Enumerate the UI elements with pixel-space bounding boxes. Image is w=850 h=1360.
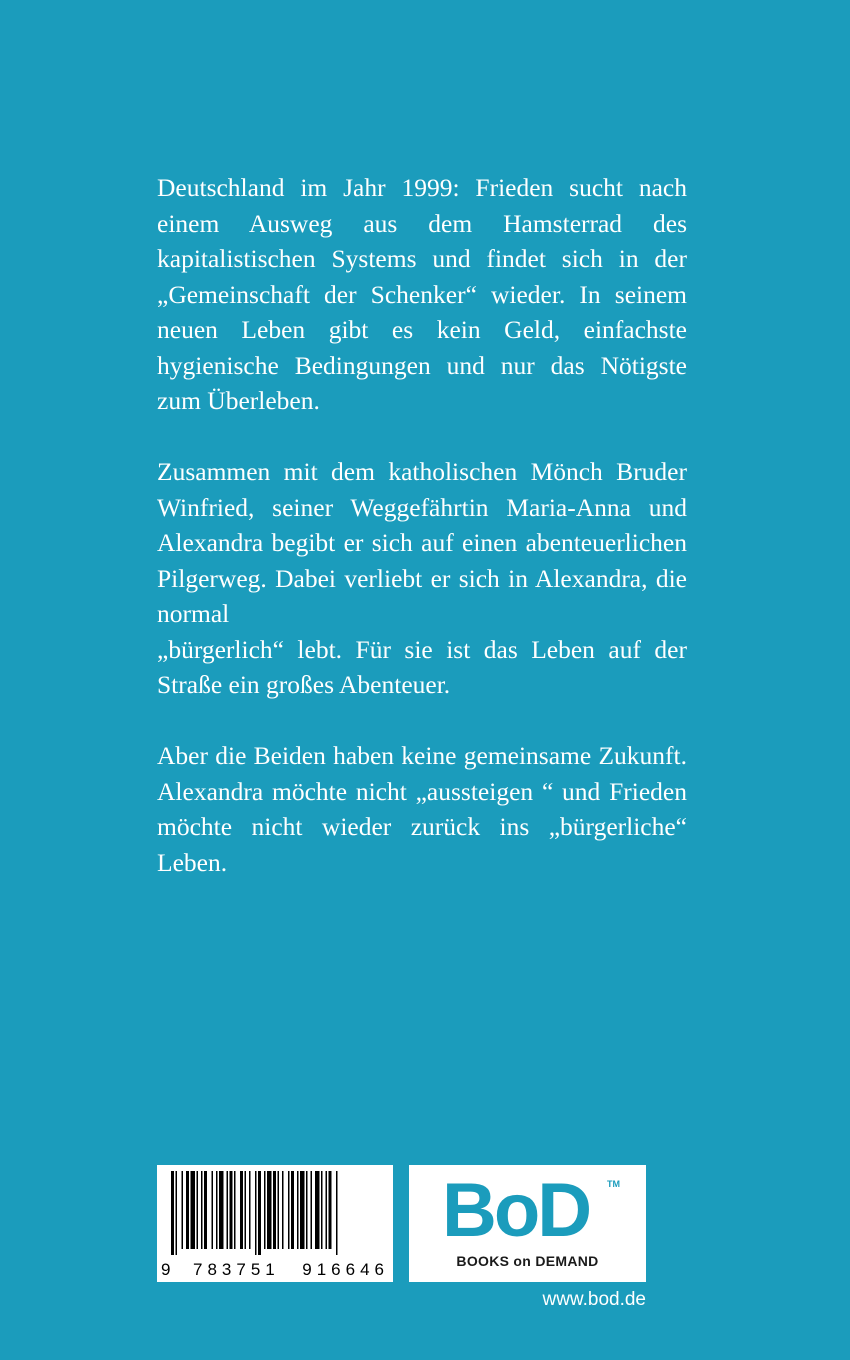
publisher-logo-box	[409, 1165, 646, 1282]
barcode-bar	[197, 1171, 199, 1249]
barcode-bar	[326, 1171, 328, 1249]
isbn-digit-group-2: 783751	[193, 1260, 280, 1279]
barcode-bar	[186, 1171, 189, 1249]
barcode-bar	[311, 1171, 313, 1249]
blurb-paragraph-3: Aber die Beiden haben keine gemeinsame Zukunft. Alexandra möchte nicht „aussteigen “ und Frieden möchte nicht wieder zurück ins „bürgerliche“ Leben.	[157, 741, 687, 877]
barcode-bar	[255, 1171, 257, 1255]
blurb-paragraph-2	[157, 454, 687, 703]
blurb-paragraph-2-part-1: Zusammen mit dem katholischen Mönch Bruder Winfried, seiner Weggefährtin Maria-Anna und Alexandra begibt er sich auf einen abenteuerlichen Pilgerweg. Dabei verliebt er sich in Alexandra, die normal	[157, 457, 687, 628]
barcode-bars	[171, 1171, 381, 1255]
barcode-bar	[204, 1171, 207, 1249]
barcode-bar	[264, 1171, 266, 1249]
barcode-bar	[176, 1171, 178, 1255]
bod-logo: BoD	[442, 1168, 590, 1253]
barcode-bar	[191, 1171, 196, 1249]
barcode-bar	[245, 1171, 247, 1249]
barcode-bar	[182, 1171, 184, 1249]
isbn-digit-group-1: 9	[161, 1260, 171, 1279]
barcode-bar	[230, 1171, 233, 1249]
barcode-bar	[201, 1171, 203, 1249]
barcode-bar	[329, 1171, 332, 1249]
isbn-barcode	[157, 1165, 393, 1282]
barcode-bar	[288, 1171, 290, 1249]
publisher-url: www.bod.de	[542, 1289, 646, 1310]
barcode-bar	[171, 1171, 174, 1255]
barcode-bar	[336, 1171, 338, 1255]
barcode-bar	[258, 1171, 261, 1255]
barcode-bar	[234, 1171, 236, 1249]
barcode-bar	[249, 1171, 251, 1249]
barcode-bar	[212, 1171, 214, 1249]
barcode-bar	[321, 1171, 323, 1249]
barcode-bar	[291, 1171, 294, 1249]
barcode-bar	[306, 1171, 308, 1249]
barcode-bar	[267, 1171, 272, 1249]
isbn-digit-group-3: 916646	[302, 1260, 389, 1279]
isbn-digits	[161, 1261, 389, 1278]
barcode-bar	[219, 1171, 224, 1249]
barcode-bar	[315, 1171, 320, 1249]
barcode-bar	[216, 1171, 218, 1249]
barcode-bar	[282, 1171, 284, 1249]
barcode-bar	[273, 1171, 276, 1249]
barcode-bar	[240, 1171, 243, 1249]
publisher-name: BOOKS on DEMAND	[456, 1253, 599, 1269]
trademark-mark: TM	[607, 1179, 620, 1189]
blurb-text	[157, 170, 687, 880]
barcode-bar	[300, 1171, 305, 1249]
barcode-bar	[297, 1171, 299, 1249]
barcode-bar	[227, 1171, 229, 1249]
blurb-paragraph-2-part-2: „bürgerlich“ lebt. Für sie ist das Leben auf der Straße ein großes Abenteuer.	[157, 634, 687, 699]
blurb-paragraph-1: Deutschland im Jahr 1999: Frieden sucht nach einem Ausweg aus dem Hamsterrad des kapitalistischen Systems und findet sich in der „Gemeinschaft der Schenker“ wieder. In seinem neuen Leben gibt es kein Geld, einfachste hygienische Bedingungen und nur das Nötigste zum Überleben.	[157, 173, 687, 415]
barcode-bar	[278, 1171, 280, 1249]
